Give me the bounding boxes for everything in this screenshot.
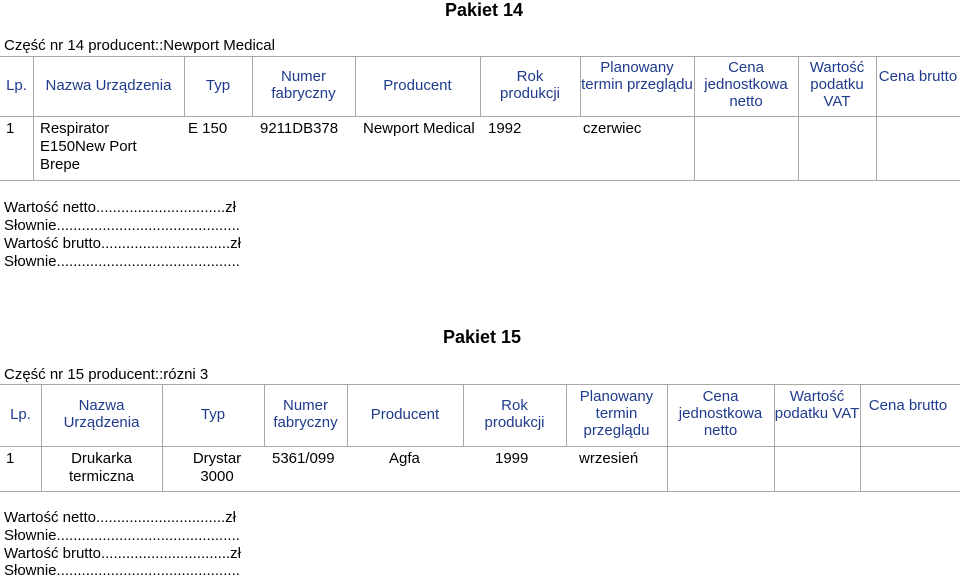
header-serial: Numer fabryczny [271,68,336,102]
header-vat: Wartość podatku VAT [809,59,865,110]
header-type: Typ [205,77,231,94]
header-unit-price: Cena jednostkowa netto [704,59,788,110]
header-year: Rok produkcji [499,68,561,102]
net-value-line: Wartość netto...............................zł [4,509,237,526]
header-unit-price: Cena jednostkowa netto [678,388,763,439]
cell-lp: 1 [6,120,15,137]
section-title: Pakiet 14 [445,0,524,20]
cell-name: Drukarka termiczna [68,450,135,485]
gross-words-line: Słownie............................................ [4,562,240,579]
gross-words-line: Słownie............................................ [4,253,240,270]
cell-serial: 5361/099 [272,450,335,467]
header-gross: Cena brutto [868,397,948,414]
header-type: Typ [200,406,226,423]
gross-value-line: Wartość brutto...............................zł [4,235,241,252]
header-year: Rok produkcji [484,397,545,431]
header-gross: Cena brutto [878,68,958,85]
header-lp: Lp. [6,77,27,94]
header-name: Nazwa Urządzenia [45,77,172,94]
cell-serial: 9211DB378 [260,120,339,137]
section-title: Pakiet 15 [443,327,522,347]
cell-year: 1992 [488,120,522,137]
header-producer: Producent [370,406,440,423]
part-label: Część nr 15 producent::rózni 3 [4,366,209,383]
header-review: Planowany termin przeglądu [579,388,654,439]
cell-type: Drystar 3000 [192,450,242,485]
net-words-line: Słownie............................................ [4,217,240,234]
cell-review: czerwiec [583,120,642,137]
cell-producer: Agfa [389,450,420,467]
header-vat: Wartość podatku VAT [774,388,860,422]
part-label: Część nr 14 producent::Newport Medical [4,37,275,54]
header-review: Planowany termin przeglądu [581,59,693,93]
header-serial: Numer fabryczny [273,397,338,431]
header-lp: Lp. [10,406,31,423]
cell-type: E 150 [188,120,228,137]
cell-year: 1999 [495,450,529,467]
cell-review: wrzesień [579,450,639,467]
header-name: Nazwa Urządzenia [63,397,140,431]
header-producer: Producent [383,77,452,94]
net-value-line: Wartość netto...............................zł [4,199,237,216]
cell-lp: 1 [6,450,15,467]
gross-value-line: Wartość brutto...............................zł [4,545,241,562]
cell-name: Respirator E150New Port Brepe [40,120,137,173]
net-words-line: Słownie............................................ [4,527,240,544]
cell-producer: Newport Medical [363,120,475,137]
